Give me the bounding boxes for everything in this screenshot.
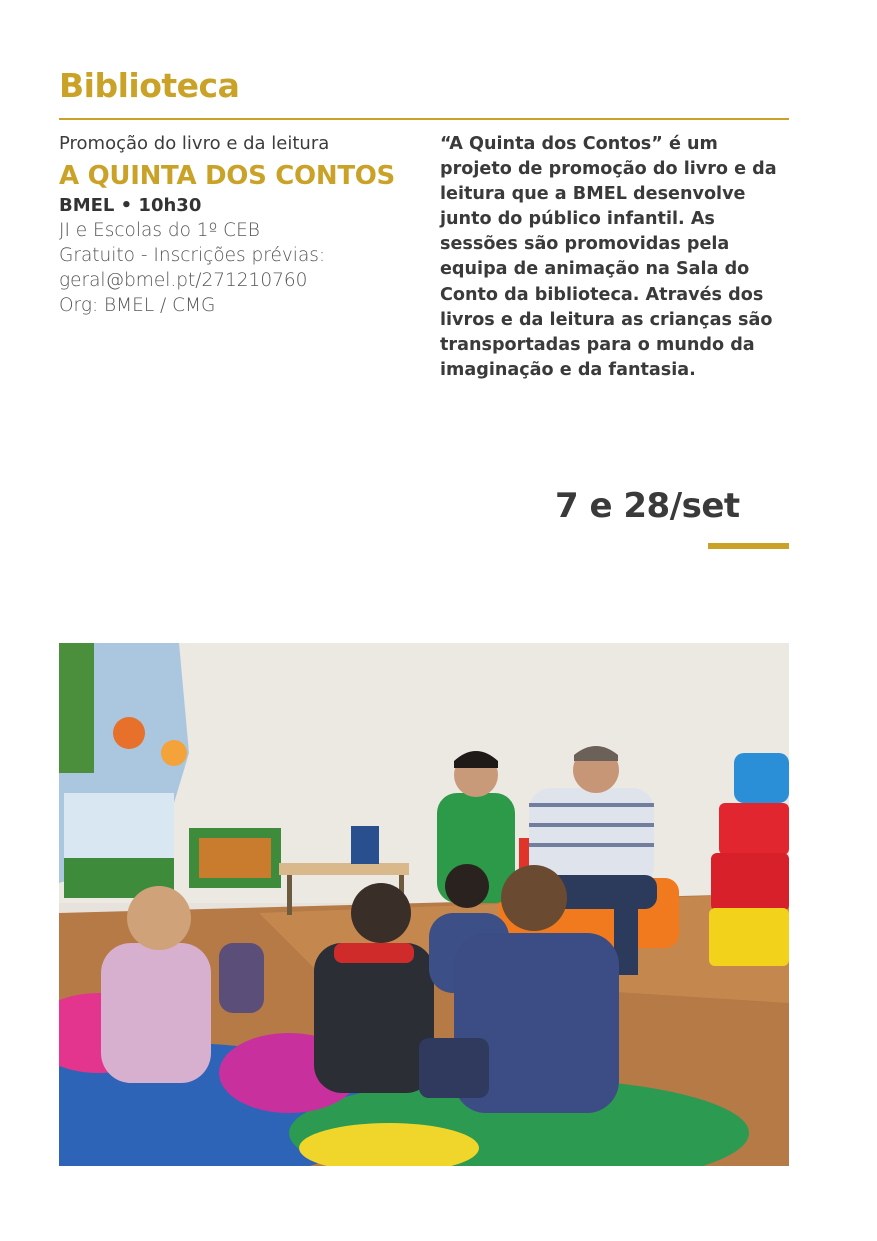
event-title: A QUINTA DOS CONTOS bbox=[59, 161, 395, 191]
section-title: Biblioteca bbox=[59, 66, 240, 105]
event-audience: JI e Escolas do 1º CEB bbox=[59, 220, 260, 241]
event-info bbox=[59, 132, 429, 318]
event-description: “A Quinta dos Contos” é um projeto de promoção do livro e da leitura que a BMEL desenvolve junto do público infantil. As sessões são promovidas pela equipa de animação na Sala do Conto da biblioteca. Através dos livros e da leitura as crianças são transportadas para o mundo da imaginação e da fantasia. bbox=[440, 134, 777, 380]
title-divider bbox=[59, 118, 789, 120]
event-category: Promoção do livro e da leitura bbox=[59, 133, 330, 154]
event-photo bbox=[59, 643, 789, 1166]
event-venue-time: BMEL • 10h30 bbox=[59, 195, 202, 216]
event-dates: 7 e 28/set bbox=[555, 486, 740, 526]
event-organizer: Org: BMEL / CMG bbox=[59, 295, 216, 316]
event-contact[interactable]: geral@bmel.pt/271210760 bbox=[59, 270, 308, 291]
event-registration: Gratuito - Inscrições prévias: bbox=[59, 245, 326, 266]
date-underline bbox=[708, 543, 789, 549]
